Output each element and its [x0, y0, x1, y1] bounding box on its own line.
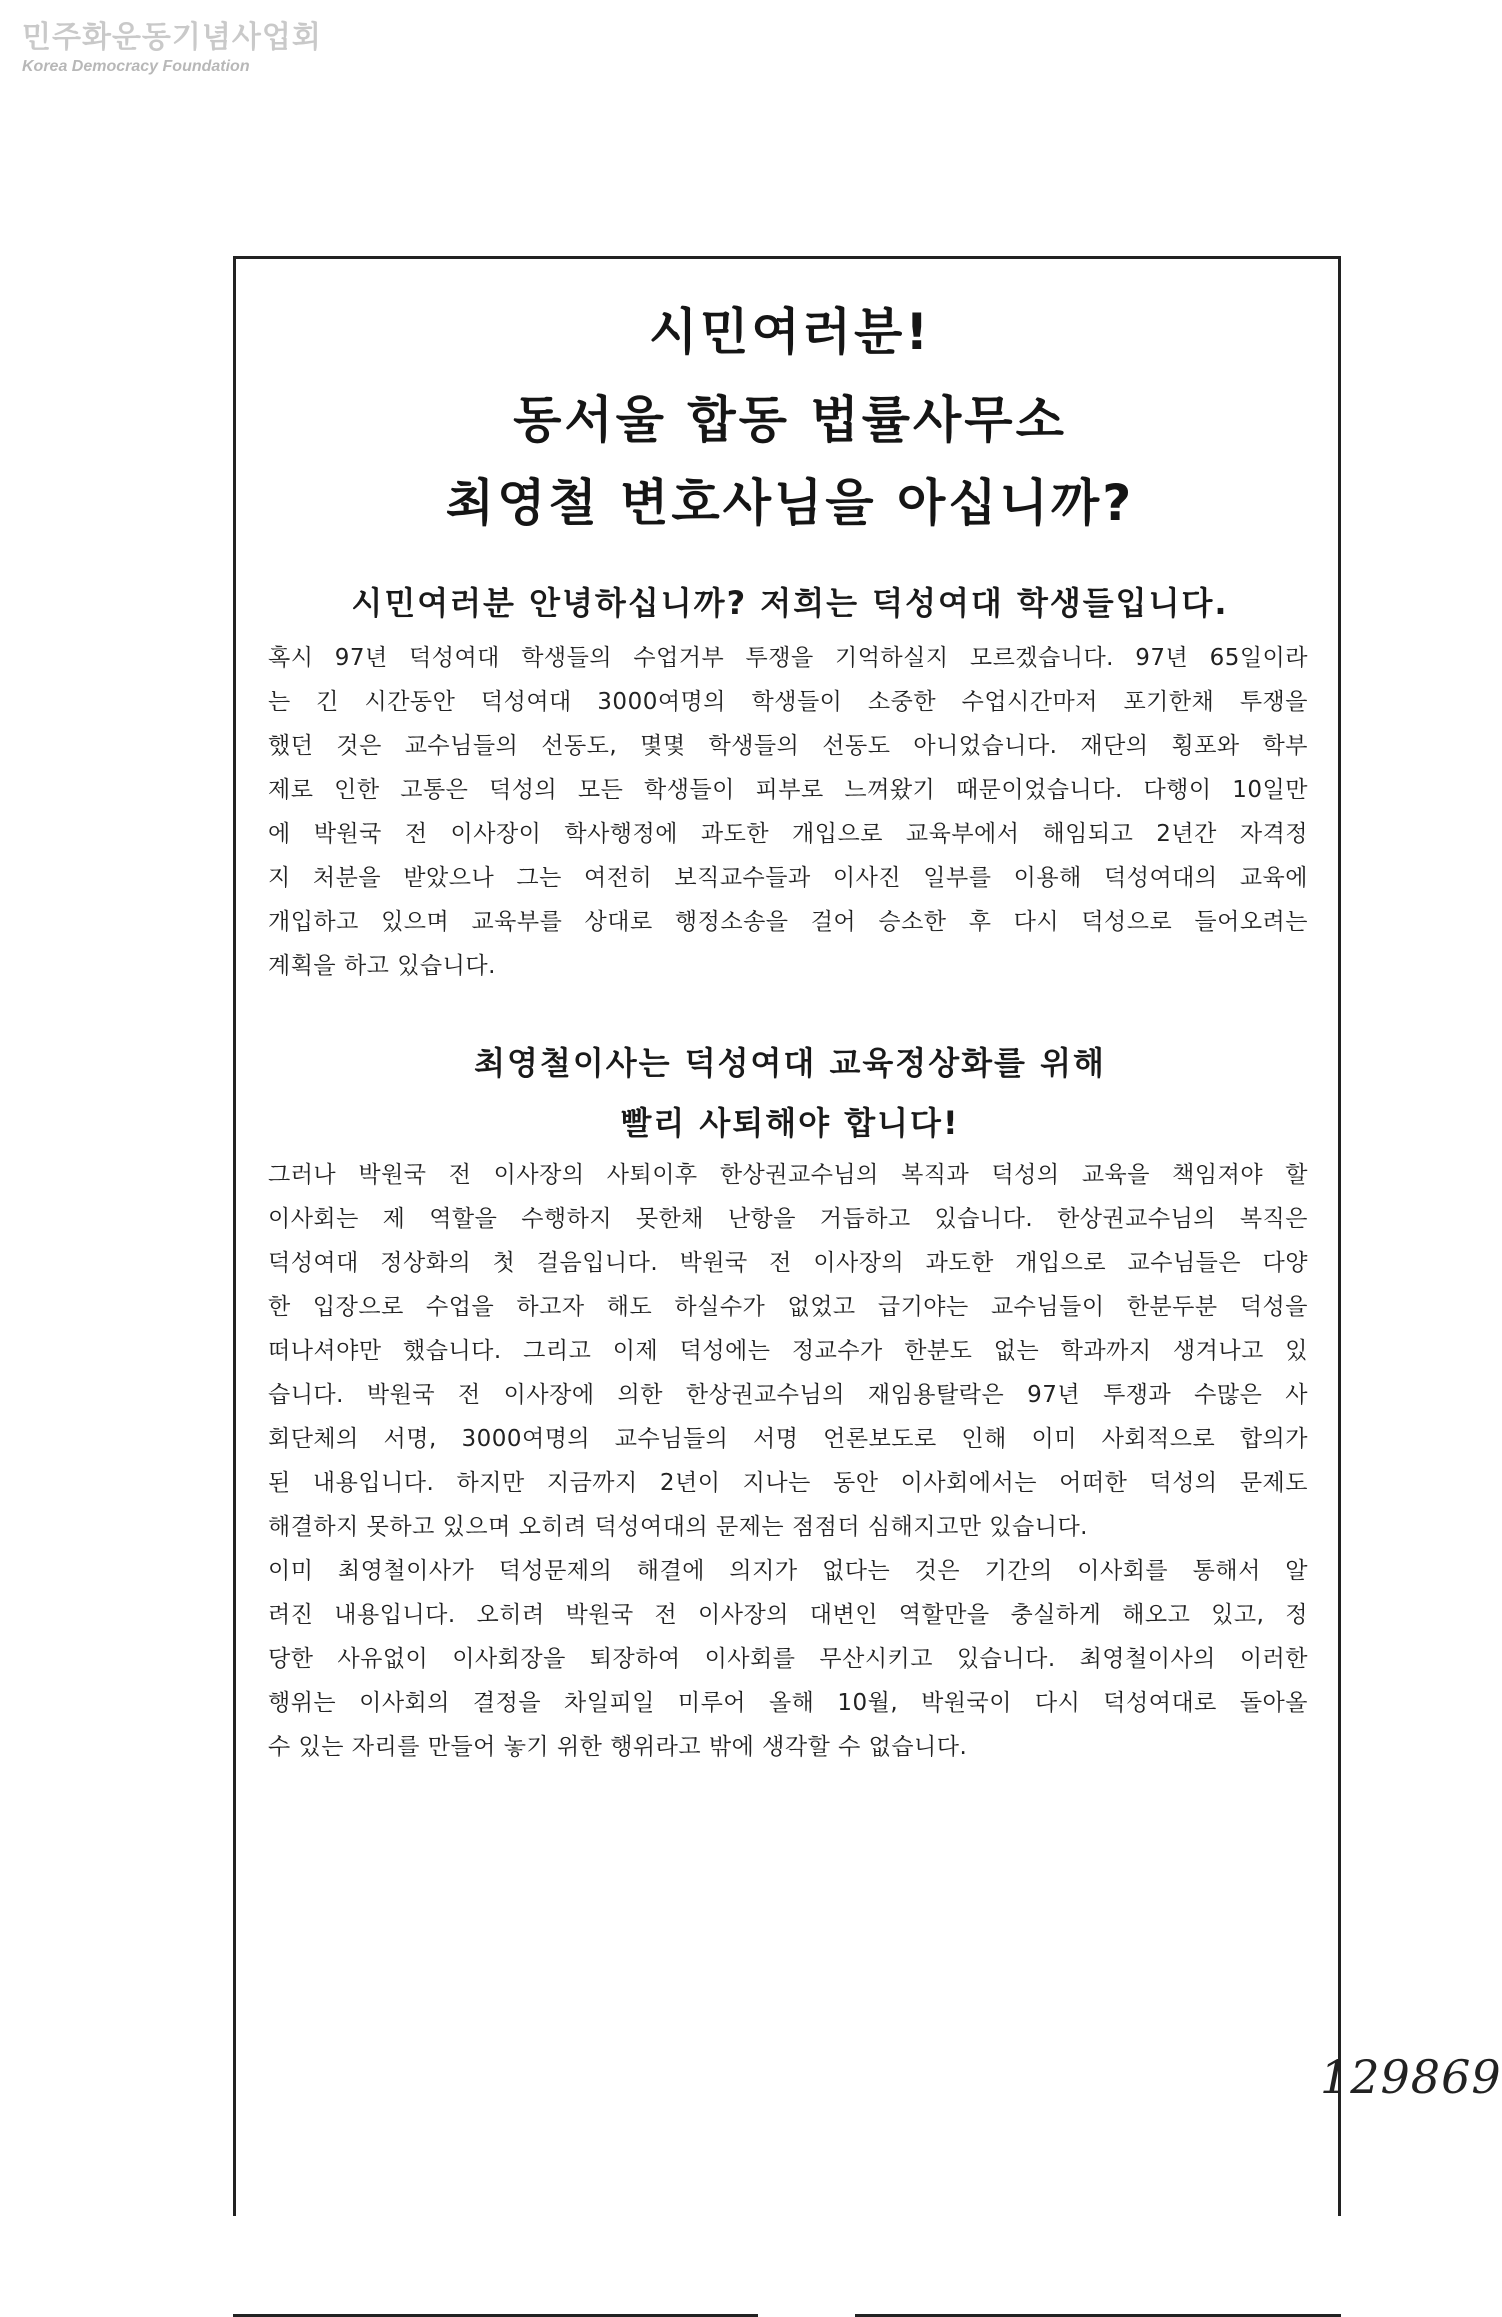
paragraph-line: 한 입장으로 수업을 하고자 해도 하실수가 없었고 급기야는 교수님들이 한분두분 덕성을	[268, 1294, 1308, 1320]
watermark-english: Korea Democracy Foundation	[22, 58, 250, 75]
paragraph-line: 혹시 97년 덕성여대 학생들의 수업거부 투쟁을 기억하실지 모르겠습니다. 97년 65일이라	[268, 645, 1308, 671]
paragraph-line: 해결하지 못하고 있으며 오히려 덕성여대의 문제는 점점더 심해지고만 있습니다.	[268, 1514, 1088, 1540]
paragraph-line: 덕성여대 정상화의 첫 걸음입니다. 박원국 전 이사장의 과도한 개입으로 교수님들은 다양	[268, 1250, 1308, 1276]
foundation-watermark	[22, 20, 322, 76]
paragraph-line: 에 박원국 전 이사장이 학사행정에 과도한 개입으로 교육부에서 해임되고 2년간 자격정	[268, 821, 1308, 847]
document-number: 129869	[1320, 2050, 1502, 2104]
paragraph-line: 했던 것은 교수님들의 선동도, 몇몇 학생들의 선동도 아니었습니다. 재단의 횡포와 학부	[268, 733, 1308, 759]
paragraph-line: 행위는 이사회의 결정을 차일피일 미루어 올해 10월, 박원국이 다시 덕성여대로 돌아올	[268, 1690, 1308, 1716]
section1-heading: 시민여러분 안녕하십니까? 저희는 덕성여대 학생들입니다.	[351, 584, 1229, 622]
title-line-3: 최영철 변호사님을 아십니까?	[445, 474, 1135, 532]
title-line-1: 시민여러분!	[648, 303, 932, 361]
paragraph-line: 계획을 하고 있습니다.	[268, 953, 496, 979]
watermark-korean: 민주화운동기념사업회	[22, 20, 322, 55]
paragraph-line: 개입하고 있으며 교육부를 상대로 행정소송을 걸어 승소한 후 다시 덕성으로 들어오려는	[268, 909, 1308, 935]
paragraph-line: 습니다. 박원국 전 이사장에 의한 한상권교수님의 재임용탈락은 97년 투쟁과 수많은 사	[268, 1382, 1308, 1408]
paragraph-line: 된 내용입니다. 하지만 지금까지 2년이 지나는 동안 이사회에서는 어떠한 덕성의 문제도	[268, 1470, 1308, 1496]
frame-top-border	[233, 256, 1341, 259]
section2-paragraph	[268, 1153, 1308, 1769]
paragraph-line: 이사회는 제 역할을 수행하지 못한채 난항을 거듭하고 있습니다. 한상권교수님의 복직은	[268, 1206, 1308, 1232]
section2-heading-line-2: 빨리 사퇴해야 합니다!	[620, 1104, 960, 1142]
paragraph-line: 는 긴 시간동안 덕성여대 3000여명의 학생들이 소중한 수업시간마저 포기한채 투쟁을	[268, 689, 1308, 715]
paragraph-line: 떠나셔야만 했습니다. 그리고 이제 덕성에는 정교수가 한분도 없는 학과까지 생겨나고 있	[268, 1338, 1308, 1364]
paragraph-line: 려진 내용입니다. 오히려 박원국 전 이사장의 대변인 역할만을 충실하게 해오고 있고, 정	[268, 1602, 1308, 1628]
frame-right-border	[1338, 256, 1341, 2216]
paragraph-line: 회단체의 서명, 3000여명의 교수님들의 서명 언론보도로 인해 이미 사회적으로 합의가	[268, 1426, 1308, 1452]
section1-paragraph	[268, 636, 1308, 988]
paragraph-line: 수 있는 자리를 만들어 놓기 위한 행위라고 밖에 생각할 수 없습니다.	[268, 1734, 968, 1760]
paragraph-line: 당한 사유없이 이사회장을 퇴장하여 이사회를 무산시키고 있습니다. 최영철이사의 이러한	[268, 1646, 1308, 1672]
frame-left-border	[233, 256, 236, 2216]
section2-heading-line-1: 최영철이사는 덕성여대 교육정상화를 위해	[474, 1044, 1106, 1082]
paragraph-line: 제로 인한 고통은 덕성의 모든 학생들이 피부로 느껴왔기 때문이었습니다. 다행이 10일만	[268, 777, 1308, 803]
title-line-2: 동서울 합동 법률사무소	[513, 391, 1067, 449]
paragraph-line: 그러나 박원국 전 이사장의 사퇴이후 한상권교수님의 복직과 덕성의 교육을 책임져야 할	[268, 1162, 1308, 1188]
paragraph-line: 지 처분을 받았으나 그는 여전히 보직교수들과 이사진 일부를 이용해 덕성여대의 교육에	[268, 865, 1308, 891]
paragraph-line: 이미 최영철이사가 덕성문제의 해결에 의지가 없다는 것은 기간의 이사회를 통해서 알	[268, 1558, 1308, 1584]
